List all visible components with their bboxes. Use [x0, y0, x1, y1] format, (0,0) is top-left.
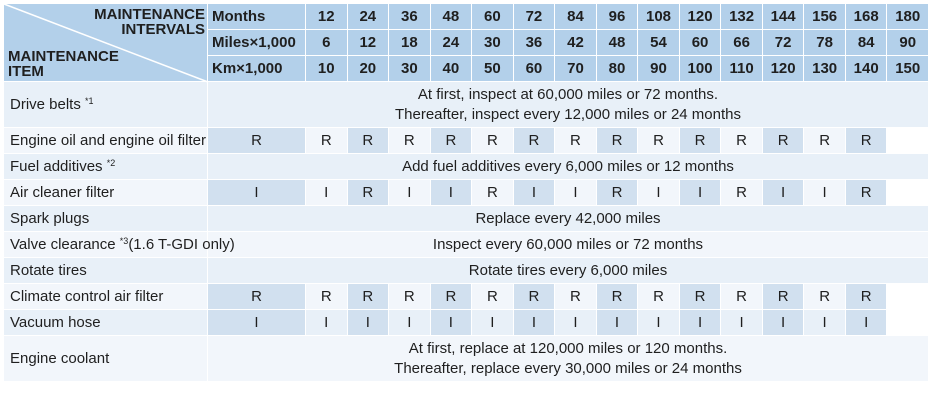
service-action-cell: I: [208, 310, 306, 336]
service-action-cell: I: [679, 180, 721, 206]
interval-value: 84: [555, 4, 597, 30]
instruction-line: Rotate tires every 6,000 miles: [468, 261, 668, 279]
service-action-cell: R: [389, 128, 431, 154]
schedule-row: [4, 336, 929, 382]
maintenance-item: [4, 336, 208, 382]
service-action-cell: I: [208, 180, 306, 206]
service-action-cell: R: [472, 128, 514, 154]
service-action-cell: R: [555, 284, 597, 310]
interval-value: 168: [845, 4, 887, 30]
item-name: Air cleaner filter: [10, 184, 115, 201]
maintenance-item: [4, 206, 208, 232]
schedule-row: [4, 206, 929, 232]
item-name: Drive belts: [10, 96, 81, 113]
interval-value: 10: [306, 56, 348, 82]
instruction-line: Add fuel additives every 6,000 miles or 12 months: [402, 157, 734, 175]
instruction-line: At first, inspect at 60,000 miles or 72 months.: [417, 85, 719, 103]
service-action-cell: I: [804, 180, 846, 206]
interval-value: 70: [555, 56, 597, 82]
service-action-cell: R: [555, 128, 597, 154]
service-action-cell: I: [472, 310, 514, 336]
interval-unit-label: Months: [208, 4, 306, 30]
item-name: Fuel additives: [10, 158, 103, 175]
interval-value: 110: [721, 56, 763, 82]
service-action-cell: R: [306, 128, 348, 154]
interval-value: 132: [721, 4, 763, 30]
service-action-cell: R: [596, 180, 638, 206]
interval-value: 18: [389, 30, 431, 56]
service-instruction: [208, 258, 929, 284]
service-action-cell: I: [721, 310, 763, 336]
interval-value: 60: [513, 56, 555, 82]
service-action-cell: I: [347, 310, 389, 336]
service-action-cell: I: [762, 310, 804, 336]
interval-value: 96: [596, 4, 638, 30]
item-suffix: (1.6 T-GDI only): [128, 236, 235, 253]
maintenance-item: [4, 284, 208, 310]
maintenance-schedule-table: [3, 3, 929, 382]
service-action-cell: R: [347, 180, 389, 206]
service-action-cell: I: [306, 310, 348, 336]
interval-value: 60: [472, 4, 514, 30]
service-action-cell: R: [762, 128, 804, 154]
interval-value: 24: [430, 30, 472, 56]
service-action-cell: R: [638, 284, 680, 310]
interval-value: 40: [430, 56, 472, 82]
interval-value: 156: [804, 4, 846, 30]
service-action-cell: I: [513, 180, 555, 206]
interval-value: 20: [347, 56, 389, 82]
service-action-cell: R: [845, 128, 887, 154]
interval-value: 108: [638, 4, 680, 30]
interval-value: 72: [762, 30, 804, 56]
instruction-line-2: Thereafter, replace every 30,000 miles or 24 months: [394, 359, 742, 377]
service-action-cell: R: [430, 284, 472, 310]
interval-value: 78: [804, 30, 846, 56]
service-action-cell: R: [306, 284, 348, 310]
corner-cell: [4, 4, 208, 82]
interval-value: 120: [679, 4, 721, 30]
service-action-cell: R: [721, 180, 763, 206]
interval-value: 36: [389, 4, 431, 30]
interval-value: 12: [347, 30, 389, 56]
interval-value: 80: [596, 56, 638, 82]
interval-value: 48: [596, 30, 638, 56]
maintenance-item: [4, 82, 208, 128]
item-name: Climate control air filter: [10, 288, 164, 305]
service-action-cell: R: [472, 284, 514, 310]
intervals-label-line1: MAINTENANCE: [94, 6, 205, 23]
service-action-cell: R: [347, 284, 389, 310]
maintenance-item: [4, 310, 208, 336]
interval-value: 130: [804, 56, 846, 82]
interval-value: 36: [513, 30, 555, 56]
footnote-marker: *2: [106, 158, 116, 168]
service-action-cell: R: [638, 128, 680, 154]
maintenance-item: [4, 258, 208, 284]
interval-value: 90: [638, 56, 680, 82]
footnote-marker: *1: [85, 96, 94, 106]
service-instruction: [208, 206, 929, 232]
service-action-cell: R: [845, 284, 887, 310]
interval-value: 150: [887, 56, 929, 82]
service-instruction: [208, 82, 929, 128]
service-action-cell: R: [762, 284, 804, 310]
intervals-label-line2: INTERVALS: [121, 21, 205, 38]
service-action-cell: I: [306, 180, 348, 206]
item-label: [8, 49, 119, 79]
interval-unit-label: Km×1,000: [208, 56, 306, 82]
service-action-cell: R: [208, 128, 306, 154]
interval-value: 140: [845, 56, 887, 82]
item-label-line1: MAINTENANCE: [8, 48, 119, 65]
service-action-cell: R: [845, 180, 887, 206]
item-name: Rotate tires: [10, 262, 87, 279]
interval-value: 54: [638, 30, 680, 56]
schedule-row: [4, 310, 929, 336]
interval-value: 90: [887, 30, 929, 56]
instruction-line-2: Thereafter, inspect every 12,000 miles or 24 months: [394, 105, 741, 123]
maintenance-item: [4, 128, 208, 154]
interval-value: 72: [513, 4, 555, 30]
service-action-cell: R: [513, 128, 555, 154]
service-action-cell: R: [430, 128, 472, 154]
interval-value: 30: [472, 30, 514, 56]
item-name: Engine coolant: [10, 350, 110, 367]
interval-value: 60: [679, 30, 721, 56]
interval-value: 12: [306, 4, 348, 30]
service-action-cell: R: [721, 128, 763, 154]
service-action-cell: R: [208, 284, 306, 310]
schedule-row: [4, 128, 929, 154]
service-action-cell: R: [679, 284, 721, 310]
service-action-cell: I: [430, 310, 472, 336]
maintenance-item: [4, 232, 235, 258]
service-action-cell: I: [555, 180, 597, 206]
schedule-row: [4, 154, 929, 180]
service-action-cell: R: [513, 284, 555, 310]
service-action-cell: I: [513, 310, 555, 336]
service-instruction: [208, 154, 929, 180]
interval-value: 6: [306, 30, 348, 56]
interval-value: 120: [762, 56, 804, 82]
schedule-row: [4, 180, 929, 206]
item-label-line2: ITEM: [8, 63, 44, 80]
schedule-row: [4, 258, 929, 284]
interval-value: 84: [845, 30, 887, 56]
service-instruction: [208, 336, 929, 382]
item-name: Vacuum hose: [10, 314, 101, 331]
service-action-cell: I: [845, 310, 887, 336]
maintenance-item: [4, 154, 208, 180]
schedule-row: [4, 82, 929, 128]
interval-value: 48: [430, 4, 472, 30]
interval-value: 50: [472, 56, 514, 82]
service-action-cell: R: [804, 128, 846, 154]
service-action-cell: I: [638, 310, 680, 336]
service-action-cell: R: [721, 284, 763, 310]
instruction-line: Inspect every 60,000 miles or 72 months: [432, 235, 704, 253]
service-action-cell: R: [679, 128, 721, 154]
instruction-line: At first, replace at 120,000 miles or 120 months.: [408, 339, 728, 357]
schedule-row: [4, 232, 929, 258]
interval-value: 42: [555, 30, 597, 56]
interval-value: 24: [347, 4, 389, 30]
intervals-label: [94, 7, 205, 37]
service-action-cell: I: [389, 310, 431, 336]
service-action-cell: I: [555, 310, 597, 336]
footnote-marker: *3: [119, 236, 129, 246]
service-action-cell: I: [596, 310, 638, 336]
maintenance-item: [4, 180, 208, 206]
service-action-cell: I: [389, 180, 431, 206]
service-action-cell: I: [762, 180, 804, 206]
service-action-cell: I: [804, 310, 846, 336]
interval-value: 30: [389, 56, 431, 82]
interval-value: 180: [887, 4, 929, 30]
item-name: Spark plugs: [10, 210, 90, 227]
interval-unit-label: Miles×1,000: [208, 30, 306, 56]
item-name: Valve clearance: [10, 236, 116, 253]
interval-value: 144: [762, 4, 804, 30]
item-name: Engine oil and engine oil filter: [10, 132, 206, 149]
service-action-cell: R: [596, 128, 638, 154]
service-action-cell: R: [804, 284, 846, 310]
interval-value: 66: [721, 30, 763, 56]
service-action-cell: R: [472, 180, 514, 206]
schedule-row: [4, 284, 929, 310]
service-action-cell: R: [347, 128, 389, 154]
service-action-cell: R: [389, 284, 431, 310]
service-instruction: [208, 232, 929, 258]
service-action-cell: I: [638, 180, 680, 206]
service-action-cell: I: [430, 180, 472, 206]
service-action-cell: I: [679, 310, 721, 336]
instruction-line: Replace every 42,000 miles: [475, 209, 661, 227]
interval-value: 100: [679, 56, 721, 82]
header-row: [4, 4, 929, 30]
service-action-cell: R: [596, 284, 638, 310]
